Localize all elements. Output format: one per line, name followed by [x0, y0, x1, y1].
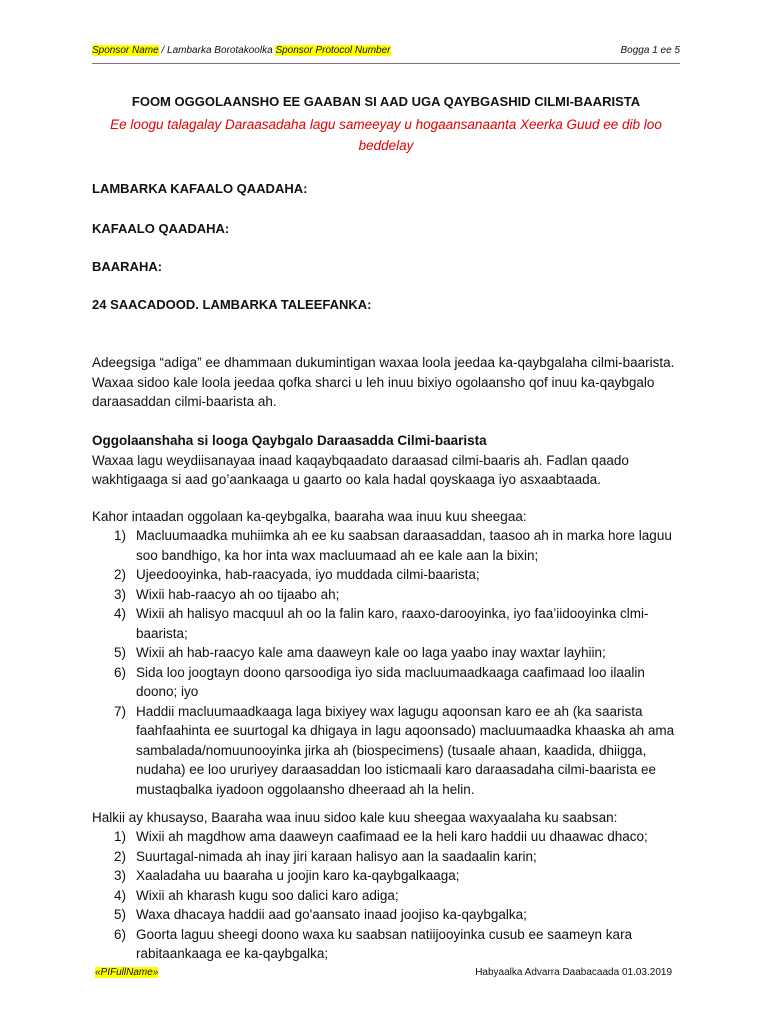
list-item: 3) Xaaladaha uu baaraha u joojin karo ka-qaybgalkaaga;	[114, 868, 460, 883]
document-subtitle: Ee loogu talagalay Daraasadaha lagu sameeyay u hogaansanaanta Xeerka Guud ee dib loo beddelay	[110, 117, 662, 153]
document-title: FOOM OGGOLAANSHO EE GAABAN SI AAD UGA QAYBGASHID CILMI-BAARISTA	[131, 94, 641, 109]
section-heading: Oggolaanshaha si looga Qaybgalo Daraasadda Cilmi-baarista	[92, 433, 487, 448]
header-separator: / Lambarka Borotakoolka	[158, 45, 276, 56]
list-item: 6) Goorta laguu sheegi doono waxa ku saabsan natiijooyinka cusub ee saameyn kara rabitaankaaga ee ka-qaybgalka;	[114, 926, 633, 961]
intro-paragraph: Adeegsiga “adiga” ee dhammaan dukumintigan waxaa loola jeedaa ka-qaybgalaha cilmi-baarista. Waxaa sidoo kale loola jeedaa qofka sharci u leh inuu bixiyo ogolaansho qof inuu ka-qaybgalo daraasaddan cilmi-baarista ah.	[92, 355, 675, 409]
field-investigator: BAARAHA:	[92, 259, 163, 274]
list-item: 5) Wixii ah hab-raacyo kale ama daaweyn kale oo laga yaabo inay waxtar layhiin;	[114, 645, 606, 660]
list-item: 4) Wixii ah kharash kugu soo dalici karo adiga;	[114, 887, 399, 903]
list-item: 1) Wixii ah magdhow ama daaweyn caafimaad ee la heli karo haddii uu dhaawac dhaco;	[114, 829, 648, 844]
consent-section	[92, 431, 682, 490]
footer-version: Habyaalka Advarra Daabacaada 01.03.2019	[475, 967, 672, 978]
page-header	[92, 45, 680, 61]
field-sponsor-number: LAMBARKA KAFAALO QAADAHA:	[92, 181, 308, 196]
field-24h-phone: 24 SAACADOOD. LAMBARKA TALEEFANKA:	[92, 297, 372, 312]
header-protocol-line	[92, 45, 391, 56]
footer-pi-name	[95, 967, 158, 978]
list2-intro: Halkii ay khusayso, Baaraha waa inuu sidoo kale kuu sheegaa waxyaalaha ku saabsan:	[92, 810, 618, 825]
list-item: 4) Wixii ah halisyo macquul ah oo la falin karo, raaxo-darooyinka, iyo faa’iidooyinka clmi-baarista;	[114, 606, 649, 641]
list1-intro: Kahor intaadan oggolaan ka-qeybgalka, baaraha waa inuu kuu sheegaa:	[92, 509, 527, 524]
list-item: 1) Macluumaadka muhiimka ah ee ku saabsan daraasaddan, taasoo ah in marka hore laguu soo bandhigo, ka hor inta wax macluumaad ah ee kale aan la bixin;	[114, 528, 672, 563]
list-item: 2) Ujeedooyinka, hab-raacyada, iyo muddada cilmi-baarista;	[114, 567, 480, 582]
list-item: 6) Sida loo joogtayn doono qarsoodiga iyo sida macluumaadkaaga caafimaad loo ilaalin doono; iyo	[114, 664, 645, 699]
protocol-number-placeholder: Sponsor Protocol Number	[275, 45, 391, 56]
section-text: Waxaa lagu weydiisanayaa inaad kaqaybqaadato daraasad cilmi-baaris ah. Fadlan qaado wakhtigaaga si aad go’aankaaga u gaarto oo kala hadal qoyskaaga iyo asxaabtaada.	[92, 452, 629, 487]
list-item: 5) Waxa dhacaya haddii aad go'aansato inaad joojiso ka-qaybgalka;	[114, 907, 527, 922]
required-disclosures-list	[92, 526, 682, 799]
page-number: Bogga 1 ee 5	[620, 45, 680, 56]
list-item: 2) Suurtagal-nimada ah inay jiri karaan halisyo aan la saadaalin karin;	[114, 848, 537, 864]
additional-disclosures-list	[92, 827, 682, 964]
sponsor-name-placeholder: Sponsor Name	[92, 45, 159, 56]
field-sponsor: KAFAALO QAADAHA:	[92, 221, 230, 236]
list-item: 7) Haddii macluumaadkaaga laga bixiyey wax lagugu aqoonsan karo ee ah (ka saarista faahfaahinta ee suurtogal ka dhigaya in lagu aqoonsado) macluumaadka khaaska ah ama sambalada/nomuunooyinka jirka ah (biospecimens) (tusaale ahaan, kaadida, dhiigga, nudaha) ee loo ururiyey daraasaddan loo isticmaali karo daraasadaha cilmi-baarista ee mustaqbalka iyadoon oggolaansho dheeraad ah la helin.	[114, 703, 675, 797]
header-divider	[92, 63, 680, 64]
list-item: 3) Wixii hab-raacyo ah oo tijaabo ah;	[114, 586, 340, 602]
pi-name-placeholder: «PIFullName»	[95, 967, 159, 978]
